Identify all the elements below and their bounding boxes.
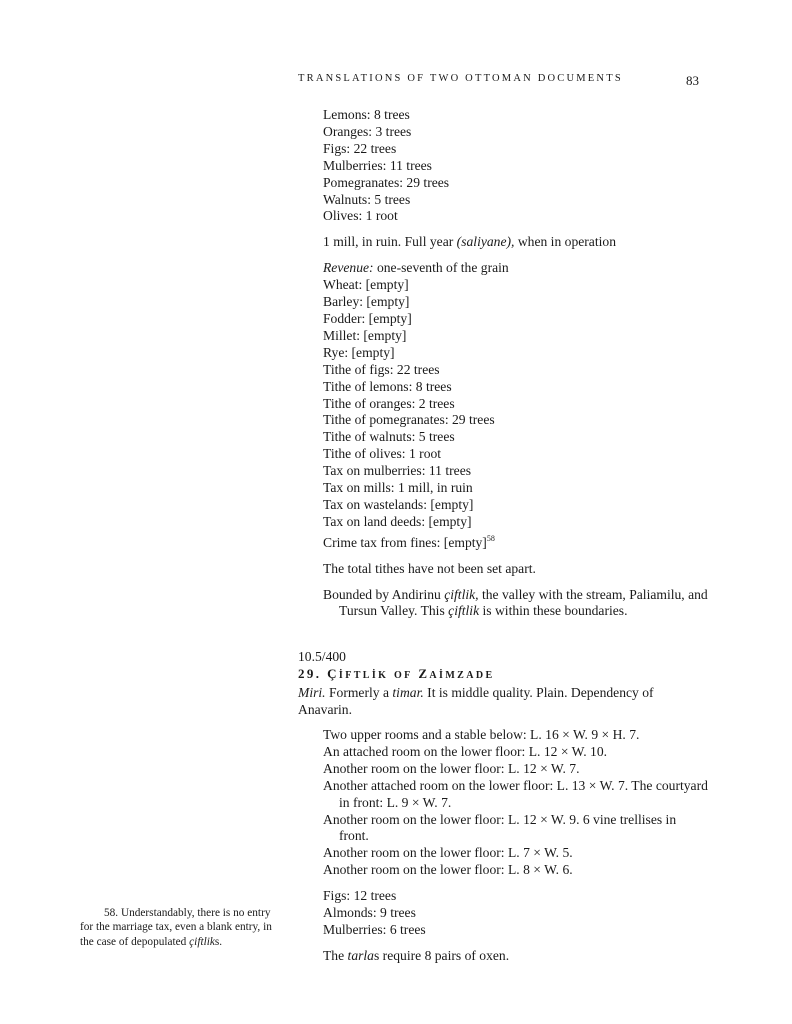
tarlas-note: The tarlas require 8 pairs of oxen. [323, 947, 510, 963]
running-head: TRANSLATIONS OF TWO OTTOMAN DOCUMENTS [298, 73, 623, 84]
list-item: Two upper rooms and a stable below: L. 16 × W. 9 × H. 7. [323, 727, 640, 742]
list-item: Tithe of pomegranates: 29 trees [323, 412, 495, 428]
list-item: Tithe of walnuts: 5 trees [323, 429, 455, 445]
list-item: Walnuts: 5 trees [323, 191, 411, 207]
list-item: Olives: 1 root [323, 208, 398, 224]
list-item: Tax on mills: 1 mill, in ruin [323, 480, 473, 496]
list-item: Figs: 12 trees [323, 888, 397, 904]
list-item: Tithe of olives: 1 root [323, 446, 442, 462]
entry-heading: 29. ÇİFTLİK OF ZAİMZADE [298, 666, 495, 682]
list-item: Mulberries: 11 trees [323, 157, 432, 173]
entry-reference: 10.5/400 [298, 649, 346, 665]
list-item: Another room on the lower floor: L. 7 × W. 5. [323, 845, 573, 861]
list-item: Pomegranates: 29 trees [323, 174, 450, 190]
tree-list [298, 107, 708, 225]
list-item: Another room on the lower floor: L. 12 × W. 9. 6 vine trellises in front. [323, 811, 677, 844]
revenue-list [298, 260, 708, 551]
list-item: Another attached room on the lower floor: L. 13 × W. 7. The courtyard in front: L. 9 × W. 7. [323, 777, 708, 810]
footnote-ref[interactable]: 58 [486, 533, 495, 543]
list-item: Tithe of oranges: 2 trees [323, 395, 455, 411]
list-item: Millet: [empty] [323, 327, 407, 343]
list-item: Fodder: [empty] [323, 310, 412, 326]
list-item: Almonds: 9 trees [323, 905, 416, 921]
list-item: An attached room on the lower floor: L. 12 × W. 10. [323, 743, 608, 759]
list-item: Figs: 22 trees [323, 140, 397, 156]
list-item: Tithe of figs: 22 trees [323, 361, 440, 377]
list-item: Mulberries: 6 trees [323, 921, 426, 937]
page-number: 83 [686, 73, 699, 88]
list-item: Wheat: [empty] [323, 277, 409, 293]
total-tithes-note: The total tithes have not been set apart. [323, 560, 536, 576]
list-item: Tax on wastelands: [empty] [323, 496, 474, 512]
list-item: Another room on the lower floor: L. 8 × W. 6. [323, 862, 573, 878]
list-item: Another room on the lower floor: L. 12 × W. 7. [323, 760, 580, 776]
list-item: Tithe of lemons: 8 trees [323, 378, 452, 394]
main-text [298, 107, 708, 965]
list-item: Tax on land deeds: [empty] [323, 513, 472, 529]
list-item: Tax on mulberries: 11 trees [323, 463, 472, 479]
list-item: Rye: [empty] [323, 344, 395, 360]
list-item: Oranges: 3 trees [323, 123, 412, 139]
list-item: Crime tax from fines: [empty]$^{58}$ [323, 533, 495, 550]
entry-description: Miri. Formerly a timar. It is middle quality. Plain. Dependency of Anavarin. [298, 685, 654, 718]
tree-list-2 [298, 888, 708, 939]
mill-line: 1 mill, in ruin. Full year (saliyane), when in operation [323, 234, 616, 250]
room-list [298, 727, 708, 879]
boundaries-note: Bounded by Andirinu çiftlik, the valley with the stream, Paliamilu, and Tursun Valley. This çiftlik is within these boundaries. [323, 586, 708, 619]
list-item: Lemons: 8 trees [323, 107, 410, 122]
footnote-58: 58. Understandably, there is no entry for the marriage tax, even a blank entry, in the case of depopulated çiftliks. [80, 907, 272, 948]
revenue-heading: Revenue: one-seventh of the grain [323, 260, 509, 276]
list-item: Barley: [empty] [323, 294, 410, 310]
